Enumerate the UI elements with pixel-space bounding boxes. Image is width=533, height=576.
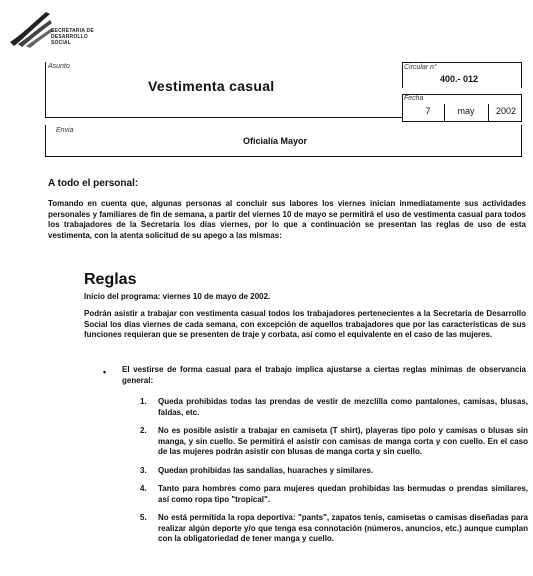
bullet-icon: • xyxy=(103,367,107,377)
logo-text xyxy=(51,28,111,46)
logo-line-2: DESARROLLO xyxy=(51,34,88,40)
asunto-label: Asunto xyxy=(48,63,70,70)
fecha-month: may xyxy=(457,106,475,116)
list-item xyxy=(140,426,528,458)
intro-paragraph: Tomando en cuenta que, algunas personas al concluir sus labores los viernes inician inmediatamente sus actividades personales y familiares de fin de semana, a partir del viernes 10 de mayo se permitirá el uso de vestimenta casual para todos los trabajadores de la Secretaría los días viernes, por lo que a continuación se presentan las reglas de uso de esta vestimenta, con la atenta solicitud de su apego a las mismas: xyxy=(48,199,526,240)
item-number: 4. xyxy=(140,484,147,493)
memo-title: Vestimenta casual xyxy=(148,78,275,94)
logo-swoosh-icon xyxy=(6,6,56,50)
item-text: Queda prohibidas todas las prendas de vestir de mezclilla como pantalones, camisas, blusas, faldas, etc. xyxy=(158,397,528,417)
eligibility-paragraph: Podrán asistir a trabajar con vestimenta casual todos los trabajadores pertenecientes a la Secretaría de Desarrollo Social los días viernes de cada semana, con excepción de aquellos trabajadores que por las características de sus funciones requieran que se presenten de traje y corbata, así como el equivalente en el caso de las mujeres. xyxy=(84,309,526,339)
fecha-divider-1 xyxy=(444,104,445,122)
bullet-text: El vestirse de forma casual para el trabajo implica ajustarse a ciertas reglas mínimas de observancia general: xyxy=(122,365,526,385)
circular-number: 400.- 012 xyxy=(440,74,479,84)
program-start: Inicio del programa: viernes 10 de mayo de 2002. xyxy=(84,292,271,301)
fecha-label: Fecha xyxy=(404,95,424,102)
item-number: 5. xyxy=(140,513,147,522)
list-item xyxy=(140,466,528,477)
logo-line-1: SECRETARIA DE xyxy=(51,28,94,34)
item-number: 1. xyxy=(140,397,147,406)
salutation: A todo el personal: xyxy=(48,178,139,189)
fecha-day: 7 xyxy=(425,106,431,116)
item-text: Tanto para hombres como para mujeres quedan prohibidas las bermudas o prendas similares, así como ropa tipo "tropical". xyxy=(158,484,528,504)
list-item xyxy=(140,513,528,545)
item-text: Quedan prohibidas las sandalias, huaraches y similares. xyxy=(158,465,374,475)
rules-heading: Reglas xyxy=(84,271,137,288)
list-item xyxy=(140,484,528,505)
item-number: 2. xyxy=(140,426,147,435)
item-text: No es posible asistir a trabajar en camiseta (T shirt), playeras tipo polo y camisas o blusas sin manga, y sin cuello. Se permitirá el asistir con camisas de manga corta y con cuello. En el caso de las mujeres podrán asistir con blusas de manga corta y sin cuello. xyxy=(158,426,528,456)
item-number: 3. xyxy=(140,465,147,475)
envia-label: Envia xyxy=(56,127,74,134)
list-item xyxy=(140,397,528,418)
item-text: No está permitida la ropa deportiva: "pants", zapatos tenis, camisetas o camisas diseñadas para realizar algún deporte y/o que tenga esa connotación (números, anuncios, etc.) aunque cumplan con la obligatoriedad de tener manga y cuello. xyxy=(158,513,528,543)
envia-value: Oficialía Mayor xyxy=(243,136,308,146)
circular-label: Circular n° xyxy=(404,64,437,71)
fecha-year: 2002 xyxy=(495,106,517,116)
logo-line-3: SOCIAL xyxy=(51,40,72,46)
fecha-divider-2 xyxy=(488,104,489,122)
sedesol-logo xyxy=(6,6,116,50)
rules-list xyxy=(140,397,528,553)
